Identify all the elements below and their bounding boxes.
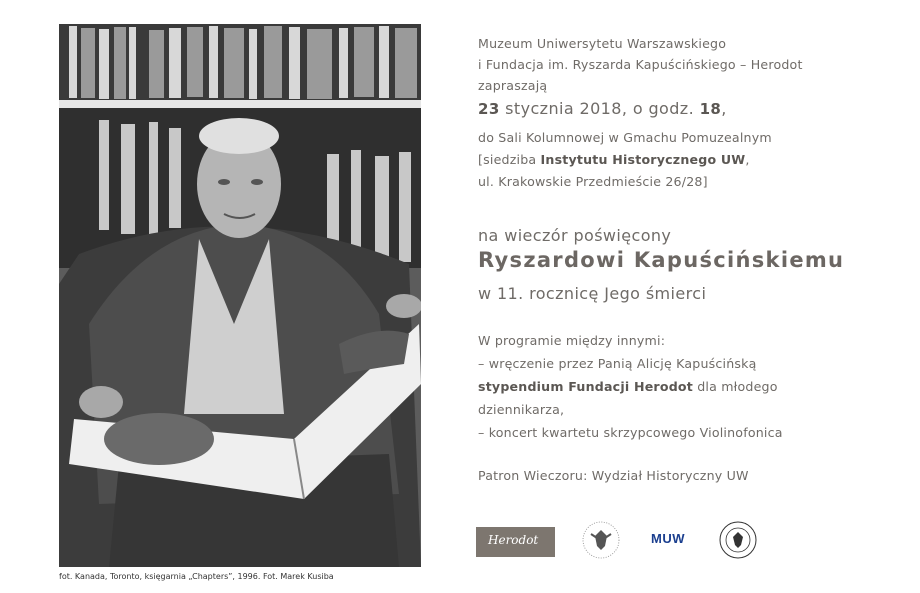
venue-prefix: [siedziba	[478, 152, 541, 167]
venue-line-1: do Sali Kolumnowej w Gmachu Pomuzealnym	[478, 130, 772, 145]
anniversary-line: w 11. rocznicę Jego śmierci	[478, 284, 707, 303]
wh-seal-icon	[718, 520, 758, 560]
herodot-logo	[476, 527, 555, 557]
scholarship-rest: dla młodego	[693, 379, 778, 394]
muw-logo-text: MUW	[651, 531, 685, 546]
photo-caption: fot. Kanada, Toronto, księgarnia „Chapters”, 1996. Fot. Marek Kusiba	[59, 572, 334, 581]
herodot-logo-text: Herodot	[488, 533, 539, 547]
uw-seal-logo	[581, 518, 621, 562]
date-comma: ,	[721, 99, 727, 118]
portrait-photo	[59, 24, 421, 567]
organizer-line-1: Muzeum Uniwersytetu Warszawskiego	[478, 36, 727, 51]
organizer-line-2: i Fundacja im. Ryszarda Kapuścińskiego – Herodot	[478, 57, 803, 72]
portrait-illustration	[59, 24, 421, 567]
patron-line: Patron Wieczoru: Wydział Historyczny UW	[478, 468, 749, 483]
program-item-1: – wręczenie przez Panią Alicję Kapuścińską	[478, 356, 757, 371]
venue-suffix: ,	[745, 152, 750, 167]
venue-institute: Instytutu Historycznego UW	[540, 152, 746, 167]
event-date	[478, 99, 727, 118]
date-text: stycznia 2018, o godz.	[499, 99, 700, 118]
program-title: W programie między innymi:	[478, 333, 666, 348]
scholarship-name: stypendium Fundacji Herodot	[478, 379, 693, 394]
program-item-2	[478, 379, 778, 394]
venue-line-2	[478, 152, 750, 167]
honoree-name: Ryszardowi Kapuścińskiemu	[478, 248, 845, 272]
wh-seal-logo	[718, 520, 758, 560]
date-day: 23	[478, 100, 500, 118]
uw-eagle-icon	[581, 518, 621, 562]
venue-line-3: ul. Krakowskie Przedmieście 26/28]	[478, 174, 708, 189]
evening-dedication: na wieczór poświęcony	[478, 226, 672, 245]
muw-logo	[651, 531, 687, 553]
program-item-2-cont: dziennikarza,	[478, 402, 565, 417]
invite-verb: zapraszają	[478, 78, 548, 93]
program-item-3: – koncert kwartetu skrzypcowego Violinofonica	[478, 425, 783, 440]
date-hour: 18	[699, 100, 722, 118]
